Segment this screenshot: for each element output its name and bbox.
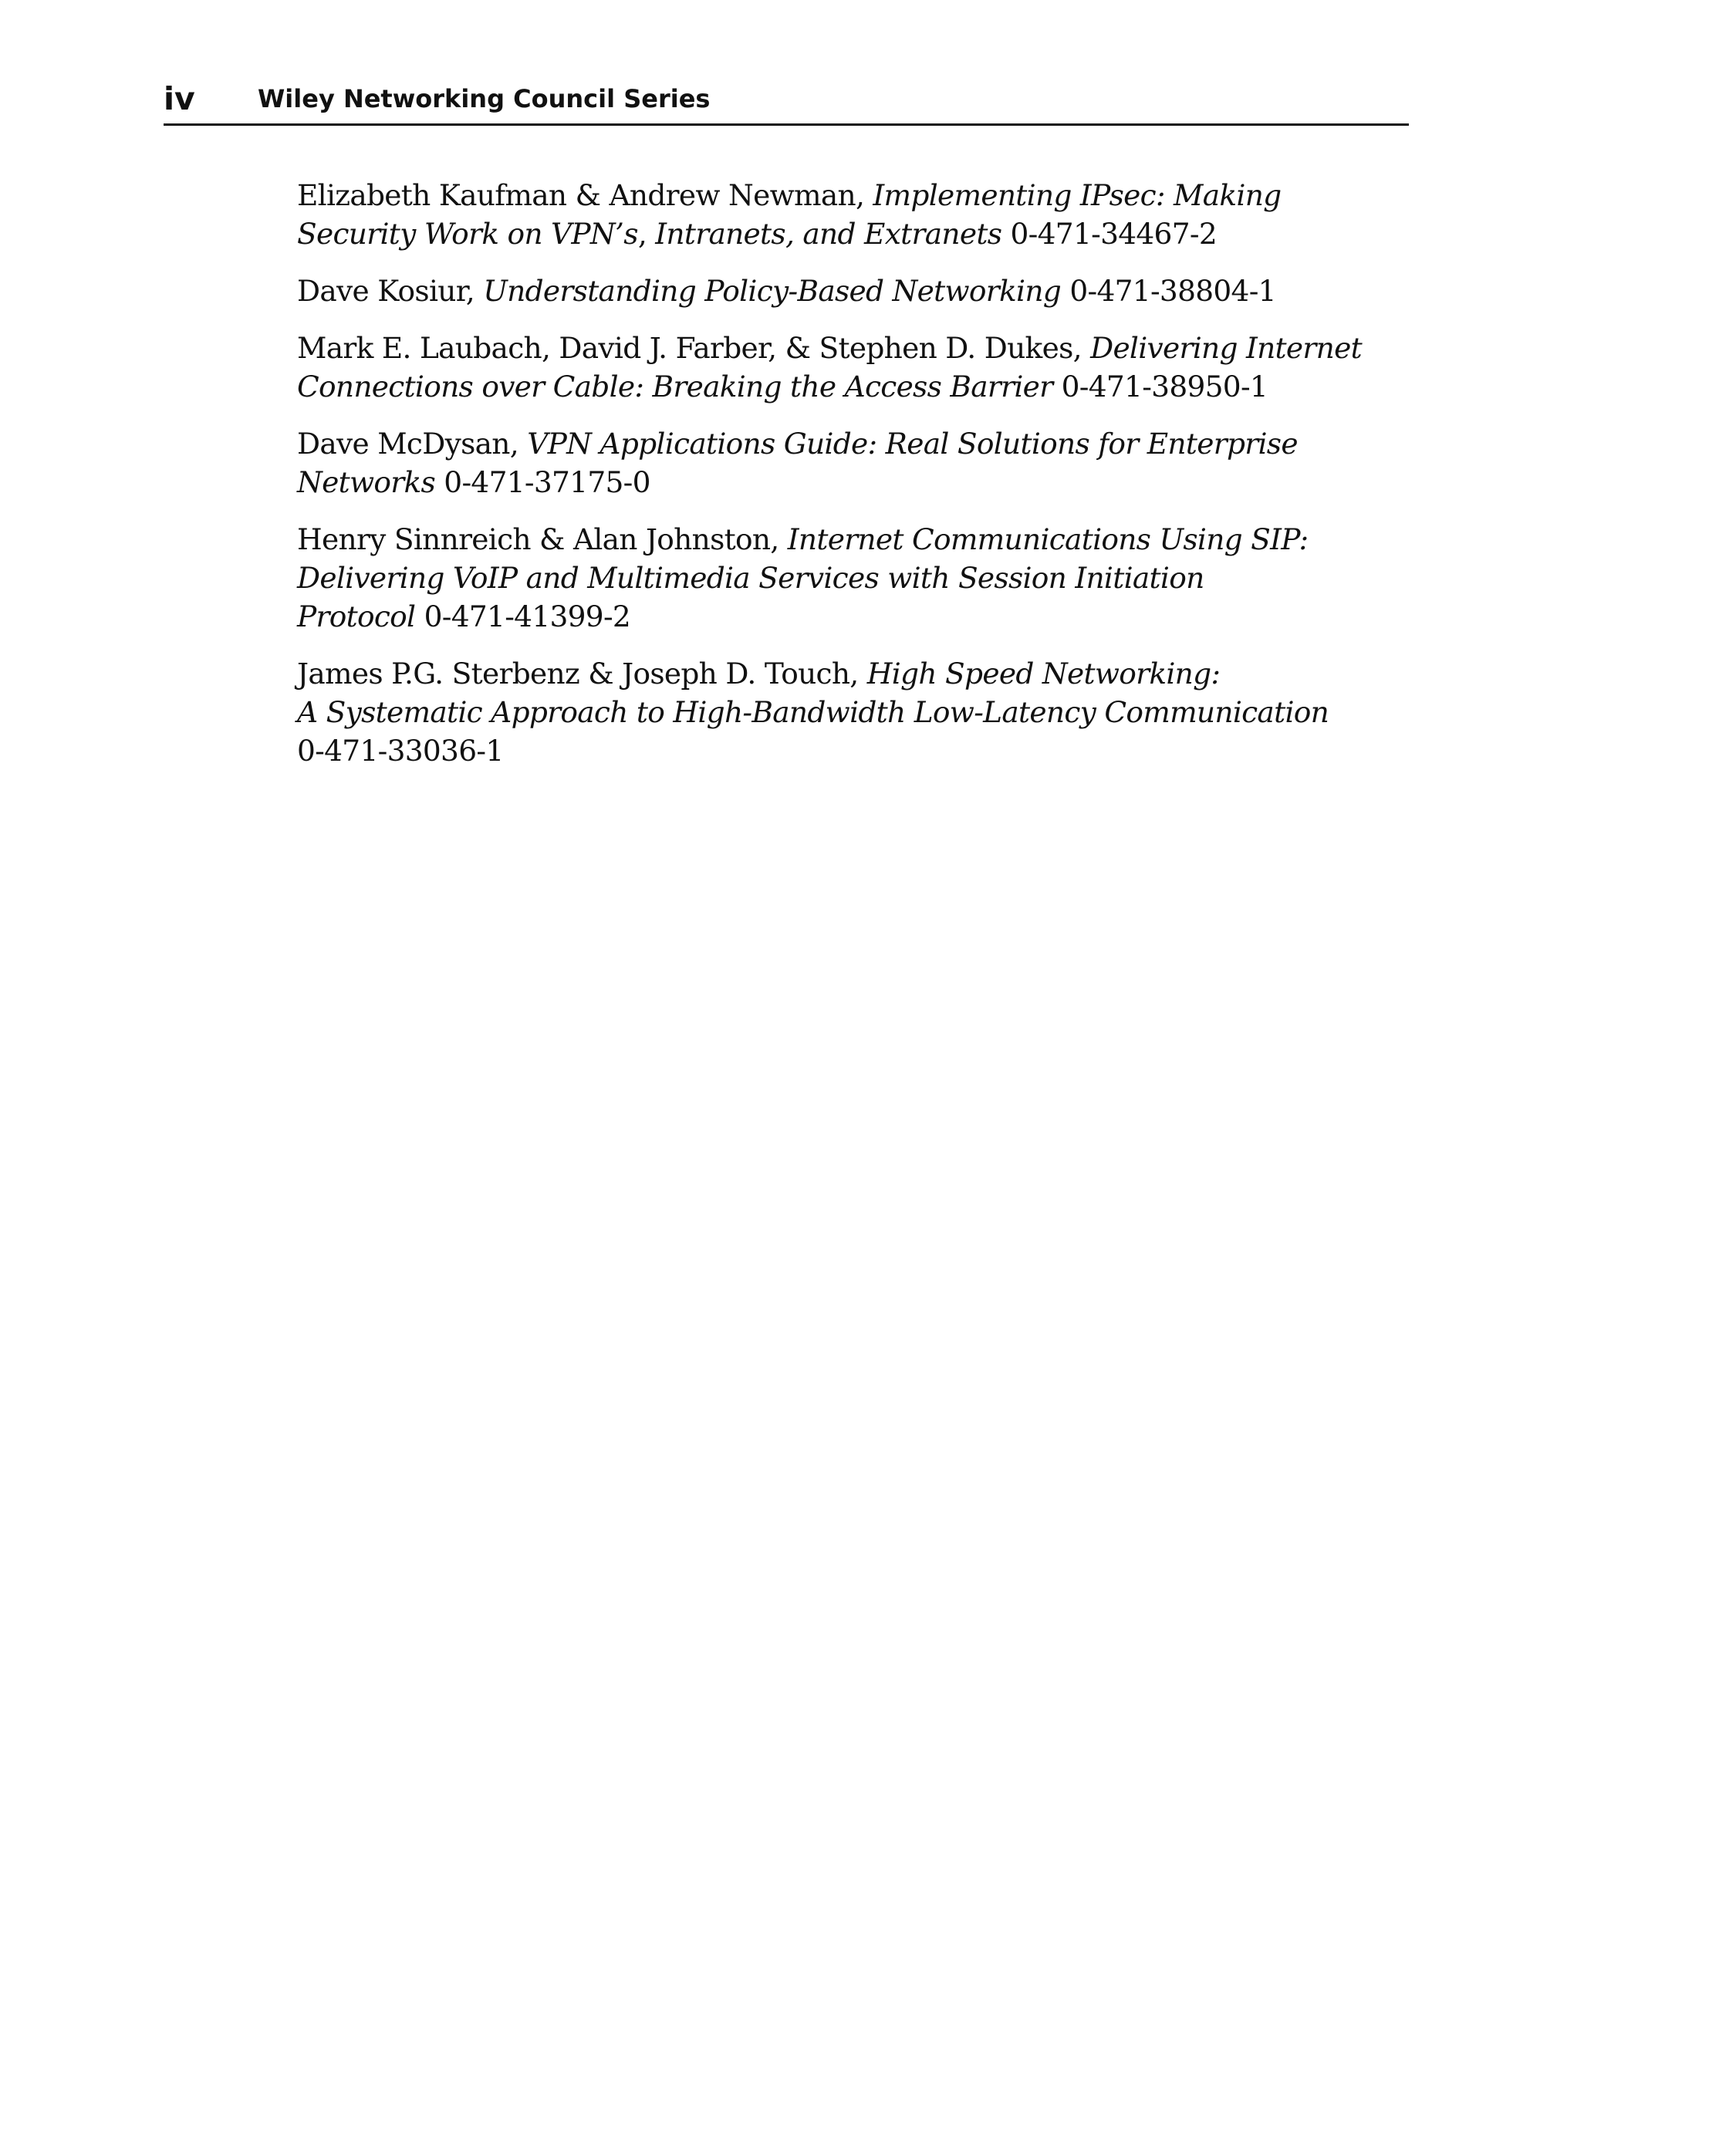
title-comma: ,	[637, 217, 656, 251]
book-title: Connections over Cable: Breaking the Access Barrier	[297, 370, 1053, 404]
book-isbn: 0-471-41399-2	[424, 599, 631, 633]
entry-line	[297, 654, 1424, 693]
book-entry	[297, 520, 1424, 636]
book-isbn: 0-471-37175-0	[444, 465, 650, 499]
book-authors: Elizabeth Kaufman & Andrew Newman,	[297, 178, 865, 212]
entry-line	[297, 597, 1424, 636]
entry-line	[297, 176, 1424, 214]
book-title: Implementing IPsec: Making	[873, 178, 1282, 212]
book-title: VPN Applications Guide: Real Solutions for Enterprise	[527, 427, 1298, 461]
entry-line	[297, 214, 1424, 253]
entry-line	[297, 329, 1424, 367]
book-isbn: 0-471-33036-1	[297, 734, 504, 768]
book-entry	[297, 329, 1424, 406]
book-entry	[297, 272, 1424, 310]
entry-line	[297, 731, 1424, 770]
book-isbn: 0-471-34467-2	[1010, 217, 1217, 251]
running-header	[164, 80, 1409, 126]
entry-line	[297, 693, 1424, 731]
entry-line	[297, 367, 1424, 406]
page-number: iv	[164, 80, 195, 117]
book-title: Internet Communications Using SIP:	[787, 522, 1309, 556]
book-authors: James P.G. Sterbenz & Joseph D. Touch,	[297, 657, 859, 691]
entry-line	[297, 463, 1424, 501]
book-title: A Systematic Approach to High-Bandwidth Low-Latency Communication	[297, 695, 1329, 729]
book-title: High Speed Networking:	[866, 657, 1221, 691]
book-authors: Dave McDysan,	[297, 427, 518, 461]
book-title: Protocol	[297, 599, 416, 633]
book-title: Intranets, and Extranets	[655, 217, 1002, 251]
entry-line	[297, 272, 1424, 310]
book-title: Security Work on VPN’s	[297, 217, 638, 251]
book-isbn: 0-471-38950-1	[1061, 370, 1268, 404]
book-title: Understanding Policy-Based Networking	[483, 274, 1062, 308]
book-title: Networks	[297, 465, 436, 499]
book-authors: Dave Kosiur,	[297, 274, 475, 308]
book-title: Delivering VoIP and Multimedia Services with Session Initiation	[297, 561, 1204, 595]
book-authors: Henry Sinnreich & Alan Johnston,	[297, 522, 779, 556]
entry-line	[297, 520, 1424, 559]
book-title: Delivering Internet	[1090, 331, 1362, 365]
book-entry	[297, 424, 1424, 501]
series-title: Wiley Networking Council Series	[258, 84, 711, 113]
book-authors: Mark E. Laubach, David J. Farber, & Stephen D. Dukes,	[297, 331, 1082, 365]
entry-line	[297, 559, 1424, 597]
book-list	[297, 176, 1424, 789]
book-entry	[297, 654, 1424, 770]
entry-line	[297, 424, 1424, 463]
book-entry	[297, 176, 1424, 253]
book-isbn: 0-471-38804-1	[1069, 274, 1276, 308]
